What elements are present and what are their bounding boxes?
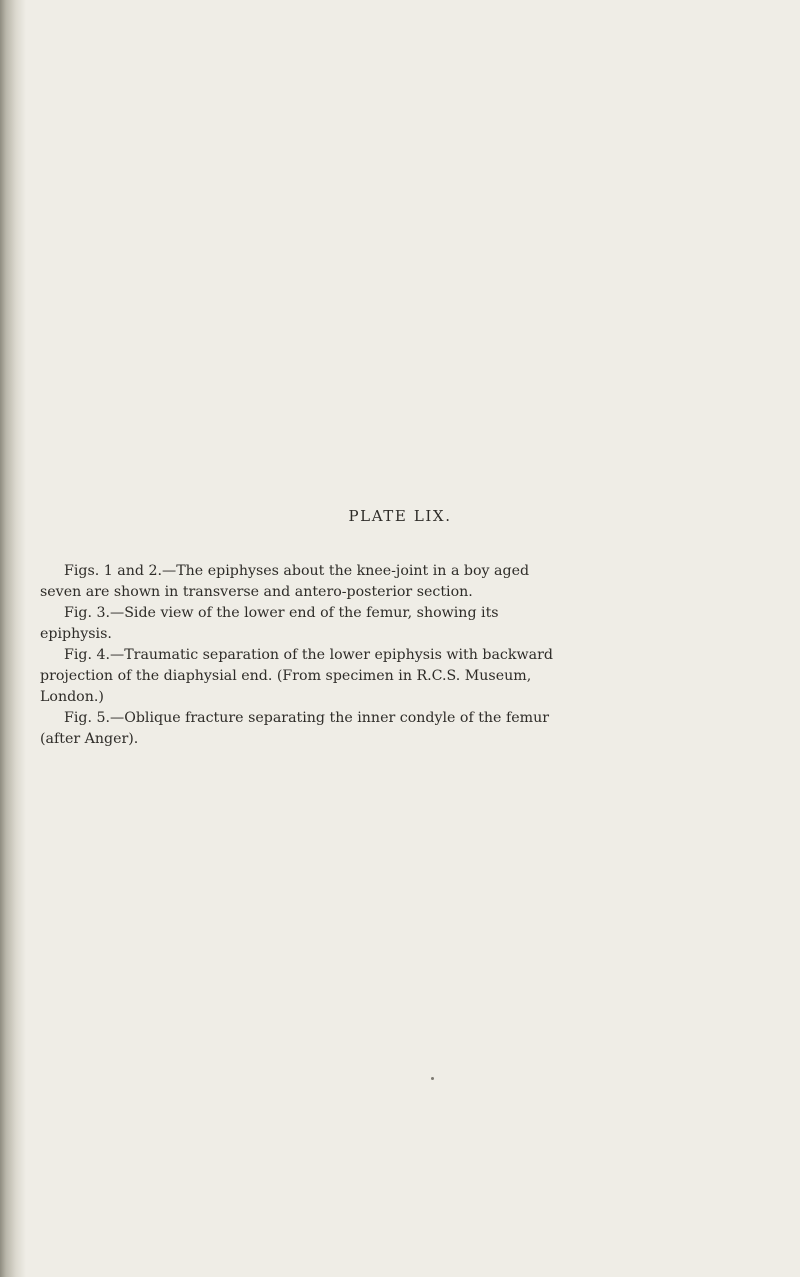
caption-line: projection of the diaphysial end. (From specimen in R.C.S. Museum, [40,668,532,684]
caption-line: Fig. 3.—Side view of the lower end of the femur, showing its [64,605,499,621]
caption-fig-4 [40,645,740,708]
page-binding-shadow [0,0,26,1277]
caption-line: epiphysis. [40,626,112,642]
caption-line: seven are shown in transverse and antero-posterior section. [40,584,473,600]
caption-line: Figs. 1 and 2.—The epiphyses about the knee-joint in a boy aged [64,563,530,579]
caption-line: London.) [40,689,104,705]
caption-fig-5 [40,708,740,750]
caption-line: (after Anger). [40,731,139,747]
caption-figs-1-2 [40,561,740,603]
caption-line: Fig. 4.—Traumatic separation of the lower epiphysis with backward [64,647,553,663]
caption-fig-3 [40,603,740,645]
caption-line: Fig. 5.—Oblique fracture separating the inner condyle of the femur [64,710,549,726]
plate-title: PLATE LIX. [348,507,452,525]
paper-speck [431,1077,434,1080]
